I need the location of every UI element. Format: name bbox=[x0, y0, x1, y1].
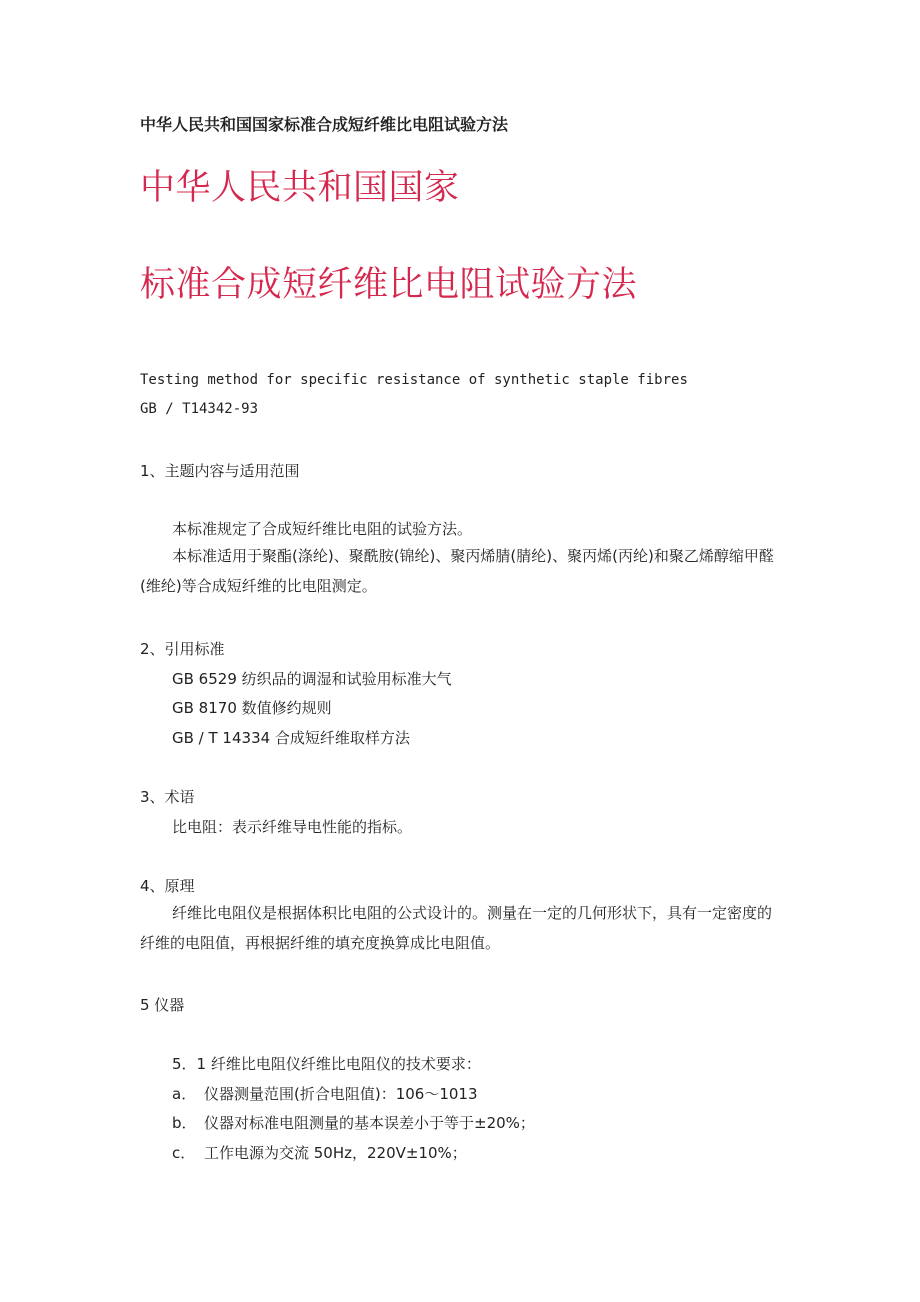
section-4-paragraph: 纤维比电阻仪是根据体积比电阻的公式设计的。测量在一定的几何形状下，具有一定密度的纤维的电阻值，再根据纤维的填充度换算成比电阻值。 bbox=[140, 904, 773, 952]
section-4-heading: 4、原理 bbox=[140, 877, 195, 895]
standard-code: GB / T14342-93 bbox=[140, 401, 259, 417]
reference-item: GB 6529 纺织品的调湿和试验用标准大气 bbox=[172, 670, 452, 688]
spec-item-text: 仪器测量范围(折合电阻值)：106～1013 bbox=[204, 1085, 478, 1103]
spec-item-label: b． bbox=[172, 1114, 197, 1132]
spec-item-label: c． bbox=[172, 1144, 196, 1162]
section-5-heading: 5 仪器 bbox=[140, 996, 185, 1014]
section-1-paragraph-2: 本标准适用于聚酯(涤纶)、聚酰胺(锦纶)、聚丙烯腈(腈纶)、聚丙烯(丙纶)和聚乙烯醇缩甲醛(维纶)等合成短纤维的比电阻测定。 bbox=[140, 547, 774, 595]
section-1-paragraph-1: 本标准规定了合成短纤维比电阻的试验方法。 bbox=[172, 520, 473, 538]
spec-item-text: 工作电源为交流 50Hz，220V±10%； bbox=[204, 1144, 467, 1162]
section-5-1-heading: 5．1 纤维比电阻仪纤维比电阻仪的技术要求： bbox=[172, 1055, 481, 1073]
spec-item-text: 仪器对标准电阻测量的基本误差小于等于±20%； bbox=[204, 1114, 535, 1132]
section-3-heading: 3、术语 bbox=[140, 788, 195, 806]
reference-item: GB / T 14334 合成短纤维取样方法 bbox=[172, 729, 410, 747]
title-line-2: 标准合成短纤维比电阻试验方法 bbox=[140, 265, 638, 305]
section-3-definition: 比电阻：表示纤维导电性能的指标。 bbox=[172, 818, 413, 836]
spec-item-label: a． bbox=[172, 1085, 197, 1103]
document-header: 中华人民共和国国家标准合成短纤维比电阻试验方法 bbox=[140, 115, 509, 134]
section-1-heading: 1、主题内容与适用范围 bbox=[140, 462, 300, 480]
english-title: Testing method for specific resistance of synthetic staple fibres bbox=[140, 372, 688, 388]
reference-item: GB 8170 数值修约规则 bbox=[172, 699, 332, 717]
title-line-1: 中华人民共和国国家 bbox=[140, 168, 460, 208]
section-2-heading: 2、引用标准 bbox=[140, 640, 225, 658]
